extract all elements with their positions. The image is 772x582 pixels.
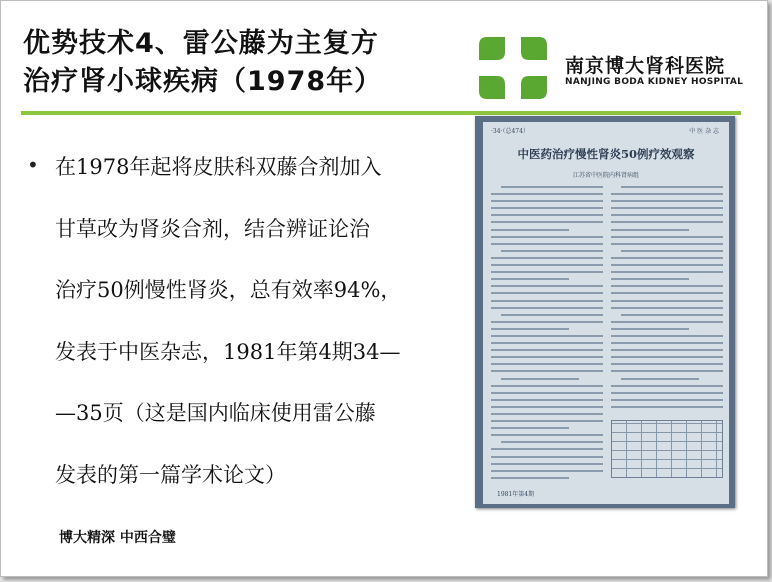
body-line-5: —35页（这是国内临床使用雷公藤 <box>55 401 376 425</box>
article-text-right-column <box>611 186 723 413</box>
title-divider <box>21 111 741 115</box>
journal-article-photo <box>475 116 735 508</box>
green-cross-icon <box>479 37 547 99</box>
article-text-line <box>491 406 603 408</box>
article-text-line <box>611 271 723 273</box>
article-text-line <box>621 186 723 188</box>
article-text-line <box>491 420 603 422</box>
article-text-line <box>491 221 603 223</box>
article-text-left-column <box>491 186 603 484</box>
article-text-line <box>611 399 723 401</box>
article-text-line <box>611 392 723 394</box>
article-text-line <box>611 285 723 287</box>
article-text-line <box>491 285 603 287</box>
article-title: 中医药治疗慢性肾炎50例疗效观察 <box>517 147 695 161</box>
article-text-line <box>491 363 603 365</box>
article-text-line <box>491 470 603 472</box>
body-text <box>55 147 475 516</box>
article-text-line <box>491 370 603 372</box>
article-text-line <box>611 243 723 245</box>
article-text-line <box>611 236 723 238</box>
article-text-line <box>491 448 603 450</box>
article-text-line <box>491 413 603 415</box>
article-text-line <box>501 378 579 380</box>
article-text-line <box>611 278 689 280</box>
article-author: 江苏省中医院内科肾病组 <box>572 172 639 179</box>
title-line-1: 优势技术4、雷公藤为主复方 <box>23 28 379 59</box>
article-text-line <box>491 463 603 465</box>
article-text-line <box>491 477 569 479</box>
article-text-line <box>611 406 723 408</box>
article-text-line <box>611 335 723 337</box>
body-line-4: 发表于中医杂志，1981年第4期34— <box>55 339 401 364</box>
article-text-line <box>491 434 603 436</box>
journal-issue: 1981年第4期 <box>497 491 535 498</box>
article-text-line <box>491 349 603 351</box>
article-text-line <box>491 214 603 216</box>
article-text-line <box>491 300 603 302</box>
article-text-line <box>491 278 569 280</box>
article-text-line <box>621 314 723 316</box>
body-line-1: 在1978年起将皮肤科双藤合剂加入 <box>55 155 382 179</box>
article-text-line <box>611 207 723 209</box>
article-text-line <box>491 243 603 245</box>
article-text-line <box>501 441 603 443</box>
article-text-line <box>611 200 723 202</box>
article-text-line <box>491 328 569 330</box>
article-text-line <box>611 349 723 351</box>
article-text-line <box>611 221 723 223</box>
article-text-line <box>611 370 723 372</box>
article-text-line <box>501 186 603 188</box>
article-text-line <box>611 193 723 195</box>
article-text-line <box>621 250 723 252</box>
article-text-line <box>491 271 603 273</box>
hospital-name-cn: 南京博大肾科医院 <box>565 55 726 77</box>
slide-title <box>23 25 463 101</box>
article-text-line <box>611 321 723 323</box>
article-text-line <box>491 335 603 337</box>
body-line-2: 甘草改为肾炎合剂，结合辨证论治 <box>55 216 370 241</box>
article-text-line <box>491 207 603 209</box>
bullet-marker: • <box>27 153 39 177</box>
article-text-line <box>621 378 699 380</box>
journal-page <box>483 122 729 504</box>
article-text-line <box>491 392 603 394</box>
article-text-line <box>491 356 603 358</box>
article-text-line <box>491 321 603 323</box>
article-table <box>611 420 723 478</box>
article-text-line <box>611 342 723 344</box>
article-text-line <box>611 229 689 231</box>
hospital-name-en: NANJING BODA KIDNEY HOSPITAL <box>565 77 744 87</box>
journal-name: 中 医 杂 志 <box>689 128 719 135</box>
article-text-line <box>491 292 603 294</box>
article-text-line <box>611 257 723 259</box>
body-line-3: 治疗50例慢性肾炎，总有效率94%， <box>55 278 402 302</box>
article-text-line <box>491 264 603 266</box>
article-text-line <box>501 314 603 316</box>
article-text-line <box>491 399 603 401</box>
article-text-line <box>491 307 603 309</box>
article-text-line <box>491 236 603 238</box>
article-text-line <box>611 363 723 365</box>
article-text-line <box>491 193 603 195</box>
article-text-line <box>491 229 569 231</box>
article-text-line <box>611 307 723 309</box>
article-text-line <box>491 427 569 429</box>
article-text-line <box>491 200 603 202</box>
title-line-2: 治疗肾小球疾病（1978年） <box>23 66 383 97</box>
article-text-line <box>611 300 723 302</box>
hospital-logo <box>479 37 744 99</box>
article-text-line <box>611 385 723 387</box>
body-line-6: 发表的第一篇学术论文） <box>55 462 286 487</box>
article-text-line <box>491 456 603 458</box>
slide-footer: 博大精深 中西合璧 <box>59 530 176 546</box>
journal-page-number: ·34·（总474） <box>491 128 529 135</box>
article-text-line <box>491 385 603 387</box>
article-text-line <box>501 250 603 252</box>
article-text-line <box>611 292 723 294</box>
article-text-line <box>611 328 689 330</box>
article-text-line <box>611 214 723 216</box>
article-text-line <box>611 356 723 358</box>
article-text-line <box>491 342 603 344</box>
article-text-line <box>491 257 603 259</box>
article-text-line <box>611 264 723 266</box>
